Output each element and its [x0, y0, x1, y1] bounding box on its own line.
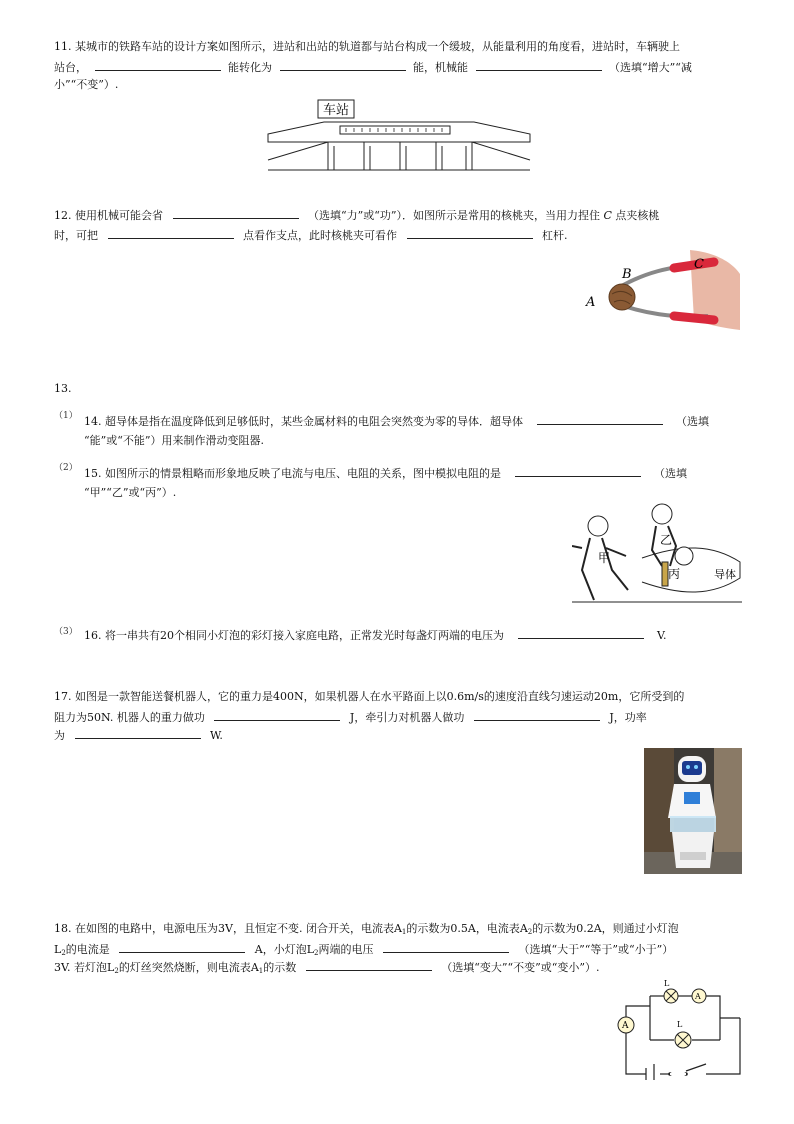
- q17-text: W.: [210, 729, 223, 742]
- label-jia: 甲: [598, 551, 611, 565]
- q17-distance: 20m: [593, 690, 619, 703]
- q18-symbol: L: [107, 961, 115, 974]
- q17-text: ，如果机器人在水平路面上以: [303, 690, 447, 703]
- q12-text: 12. 使用机械可能会省: [54, 209, 163, 222]
- q18-text: . 若灯泡: [67, 961, 108, 974]
- q12-blank-3[interactable]: [407, 228, 533, 239]
- q18-text: A，小灯泡: [254, 943, 307, 956]
- q12-text: 点看作支点，此时核桃夹可看作: [243, 229, 397, 242]
- q18-line3: [54, 960, 599, 978]
- q18-text: 18. 在如图的电路中，电源电压为: [54, 922, 218, 935]
- q11-blank-2[interactable]: [280, 60, 406, 71]
- q13-part1-marker: （1）: [54, 411, 78, 421]
- q12-text: 时，可把: [54, 229, 98, 242]
- q13-number: 13.: [54, 382, 72, 395]
- q18-text: 的灯丝突然烧断，则电流表: [118, 961, 251, 974]
- q18-current-2: 0.2A: [576, 922, 602, 935]
- q13-text: 15. 如图所示的情景粗略而形象地反映了电流与电压、电阻的关系，图中模拟电阻的是: [84, 467, 501, 480]
- q13-part3-marker: （3）: [54, 627, 78, 637]
- q18-text: 两端的电压: [318, 943, 374, 956]
- label-yi: 乙: [660, 533, 673, 547]
- q17-blank-1[interactable]: [214, 710, 340, 721]
- label-c: C: [694, 257, 704, 272]
- q13-part1-line1: [84, 414, 709, 429]
- station-label: 车站: [322, 103, 350, 118]
- q13-text: 14. 超导体是指在温度降低到足够低时，某些金属材料的电阻会突然变为零的导体．超导体: [84, 415, 523, 428]
- q18-text: ，则通过小灯泡: [601, 922, 679, 935]
- q17-speed: 0.6m/s: [446, 690, 484, 703]
- q18-blank-1[interactable]: [119, 942, 245, 953]
- q13-text: 个相同小灯泡的彩灯接入家庭电路，正常发光时每盏灯两端的电压为: [174, 629, 504, 642]
- q18-text: ，电流表: [475, 922, 520, 935]
- q17-line1: [54, 690, 684, 704]
- q18-voltage: 3V: [218, 922, 233, 935]
- q11-line3: 小”“不变”）.: [54, 78, 119, 91]
- q11-line1: 11. 某城市的铁路车站的设计方案如图所示，进站和出站的轨道都与站台构成一个缓坡，从能量利用的角度看，进站时，车辆驶上: [54, 40, 680, 53]
- q17-blank-2[interactable]: [474, 710, 600, 721]
- robot-photo: [644, 748, 742, 874]
- q18-text: （选填“变大”“不变”或“变小”）.: [441, 961, 600, 974]
- q11-text: 能，机械能: [413, 61, 468, 74]
- q13-part1-line2: “能”或“不能”）用来制作滑动变阻器.: [84, 434, 264, 447]
- q12-text: 点夹核桃: [615, 209, 660, 222]
- a1-meter-label: A: [622, 1021, 629, 1031]
- q18-symbol: L: [306, 943, 315, 956]
- q17-text: ，它所受到的: [618, 690, 685, 703]
- q18-sub: 2: [527, 928, 533, 936]
- q13-text: V.: [657, 629, 667, 642]
- q17-force: 50N: [87, 711, 110, 724]
- q18-blank-2[interactable]: [383, 942, 509, 953]
- q17-line3: [54, 728, 223, 743]
- q13-part2-marker: （2）: [54, 463, 78, 473]
- q13-blank-1[interactable]: [537, 414, 663, 425]
- q18-text: （选填“大于”“等于”或“小于”）: [518, 943, 674, 956]
- q18-text: 的示数为: [532, 922, 577, 935]
- q18-symbol: L: [54, 943, 62, 956]
- q18-current-1: 0.5A: [450, 922, 476, 935]
- q18-sub: 1: [258, 967, 264, 975]
- q18-sub: 2: [114, 967, 119, 975]
- q13-text: （选填: [654, 467, 687, 480]
- q13-part3-line: [84, 628, 667, 643]
- l1-lamp-label: L: [664, 979, 670, 988]
- q18-sub: 2: [61, 949, 66, 957]
- q12-line2: [54, 228, 568, 243]
- q12-blank-1[interactable]: [173, 208, 299, 219]
- q13-text: 16. 将一串共有: [84, 629, 160, 642]
- station-figure: [264, 98, 536, 172]
- label-bing: 丙: [668, 567, 681, 581]
- q18-symbol: A: [250, 961, 259, 974]
- q17-text: J，功率: [609, 711, 647, 724]
- q13-part2-line2: “甲”“乙”或“丙”）.: [84, 486, 177, 499]
- circuit-diagram: [610, 976, 744, 1080]
- q17-blank-3[interactable]: [75, 728, 201, 739]
- q12-line1: [54, 208, 659, 223]
- current-analogy-figure: [572, 500, 742, 606]
- q18-sub: 2: [314, 949, 319, 957]
- q17-text: 阻力为: [54, 711, 87, 724]
- a2-meter-label: A: [695, 992, 701, 1001]
- q13-text: （选填: [676, 415, 709, 428]
- q12-point-c: C: [603, 209, 612, 222]
- q13-blank-3[interactable]: [518, 628, 644, 639]
- q17-text: J，牵引力对机器人做功: [349, 711, 465, 724]
- q13-blank-2[interactable]: [515, 466, 641, 477]
- q18-text: 的示数为: [406, 922, 451, 935]
- q18-sub: 1: [401, 928, 407, 936]
- q13-num: 20: [160, 629, 174, 642]
- q11-text: （选填“增大”“减: [609, 61, 692, 74]
- q18-text: 的示数: [263, 961, 297, 974]
- q12-blank-2[interactable]: [108, 228, 234, 239]
- q17-weight: 400N: [273, 690, 304, 703]
- q11-line2: [54, 60, 692, 75]
- q18-symbol: A: [393, 922, 402, 935]
- q17-text: 17. 如图是一款智能送餐机器人，它的重力是: [54, 690, 273, 703]
- q17-text: 为: [54, 729, 65, 742]
- l2-lamp-label: L: [677, 1020, 683, 1029]
- q18-line2: [54, 942, 673, 960]
- label-b: B: [622, 267, 632, 282]
- q18-blank-3[interactable]: [306, 960, 432, 971]
- label-conductor: 导体: [714, 568, 736, 581]
- q11-blank-1[interactable]: [95, 60, 221, 71]
- q11-text: 能转化为: [228, 61, 272, 74]
- q11-text: 站台，: [54, 61, 87, 74]
- q12-text: 杠杆.: [542, 229, 568, 242]
- q18-text: ，且恒定不变. 闭合开关，电流表: [232, 922, 394, 935]
- nutcracker-figure: [582, 250, 742, 334]
- q17-text: 的速度沿直线匀速运动: [483, 690, 594, 703]
- q18-symbol: A: [519, 922, 528, 935]
- q18-voltage: 3V: [54, 961, 68, 974]
- q17-text: . 机器人的重力做功: [109, 711, 205, 724]
- q12-text: （选填“力”或“功”）．如图所示是常用的核桃夹，当用力捏住: [308, 209, 600, 222]
- q18-line1: [54, 922, 679, 939]
- q11-blank-3[interactable]: [476, 60, 602, 71]
- q18-text: 的电流是: [65, 943, 110, 956]
- q17-line2: [54, 710, 647, 725]
- label-a: A: [586, 295, 596, 310]
- q13-part2-line1: [84, 466, 687, 481]
